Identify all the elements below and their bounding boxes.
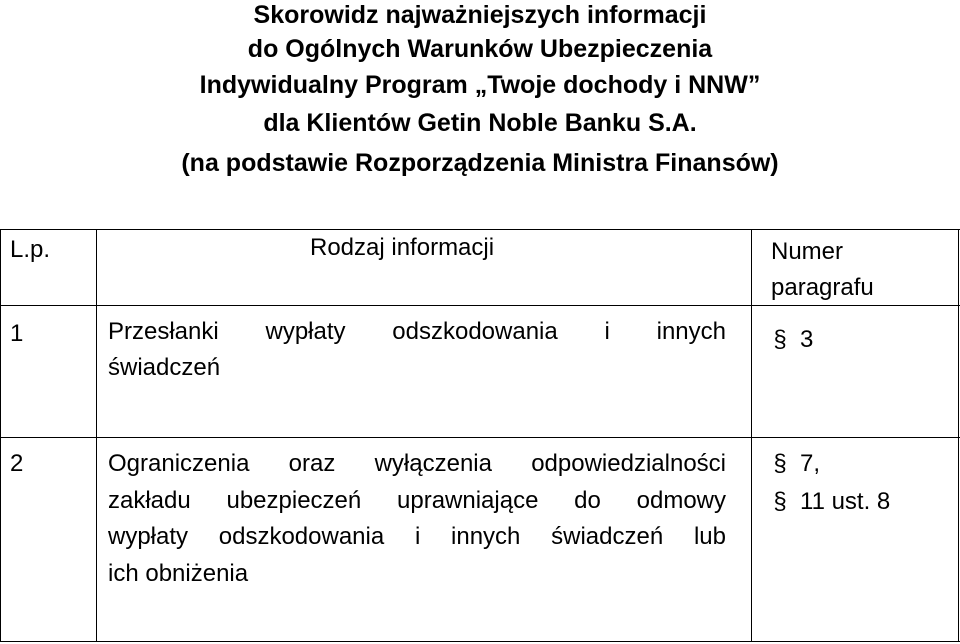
row-2-word: Ograniczenia <box>108 450 250 477</box>
row-2-word: i <box>414 523 421 550</box>
header-paragraph-line-2: paragrafu <box>771 274 874 301</box>
row-1-word: innych <box>656 318 726 345</box>
row-2-word: odpowiedzialności <box>531 450 726 477</box>
row-2-word: wyłączenia <box>374 450 492 477</box>
row-2-paragraph-number: 7, <box>800 450 821 477</box>
row-2-paragraph-line-2 <box>768 484 890 520</box>
row-2-word: do <box>574 487 601 514</box>
section-sign: § <box>773 450 787 477</box>
row-2-type-line-4: ich obniżenia <box>108 560 249 587</box>
row-1-paragraph-number: 3 <box>800 326 814 353</box>
section-sign: § <box>773 488 787 515</box>
header-subtitle: (na podstawie Rozporządzenia Ministra Finansów) <box>181 149 779 177</box>
row-2-word: świadczeń <box>551 523 664 550</box>
row-1-word: wypłaty <box>265 318 346 345</box>
row-1-type-line-1 <box>108 314 726 350</box>
row-1-word: Przesłanki <box>108 318 219 345</box>
row-2-word: wypłaty <box>108 523 189 550</box>
row-2-word: ubezpieczeń <box>226 487 362 514</box>
section-sign: § <box>773 326 787 353</box>
table-col-divider-1 <box>96 229 97 642</box>
row-2-word: zakładu <box>108 487 191 514</box>
table-right-border <box>958 229 959 642</box>
row-2-word: oraz <box>288 450 336 477</box>
row-1-word: odszkodowania <box>392 318 558 345</box>
row-2-paragraph-line-1 <box>768 446 820 482</box>
table-row-divider <box>0 437 960 438</box>
row-2-word: odmowy <box>636 487 726 514</box>
row-2-word: innych <box>451 523 521 550</box>
row-2-type-line-2 <box>108 483 726 519</box>
header-title-line-1: Skorowidz najważniejszych informacji <box>253 1 707 29</box>
row-1-word: i <box>604 318 610 345</box>
row-2-lp: 2 <box>10 450 24 477</box>
header-title-line-2: do Ogólnych Warunków Ubezpieczenia <box>247 35 713 63</box>
table-left-border <box>0 229 1 642</box>
header-paragraph-line-1: Numer <box>771 238 844 265</box>
header-title-line-4: dla Klientów Getin Noble Banku S.A. <box>263 109 697 137</box>
row-1-type-line-2: świadczeń <box>108 354 221 381</box>
header-title-line-3: Indywidualny Program „Twoje dochody i NNW” <box>199 71 761 99</box>
row-2-word: lub <box>693 523 726 550</box>
table-col-divider-2 <box>751 229 752 642</box>
row-2-type-line-1 <box>108 446 726 482</box>
row-1-paragraph <box>768 322 813 358</box>
header-information-type: Rodzaj informacji <box>310 234 495 261</box>
table-bottom-border <box>0 641 960 642</box>
row-2-type-line-3 <box>108 519 726 555</box>
row-2-word: uprawniające <box>397 487 539 514</box>
row-2-word: odszkodowania <box>218 523 385 550</box>
header-lp: L.p. <box>10 236 51 263</box>
row-1-lp: 1 <box>10 320 24 347</box>
row-2-paragraph-detail: 11 ust. 8 <box>800 488 891 515</box>
